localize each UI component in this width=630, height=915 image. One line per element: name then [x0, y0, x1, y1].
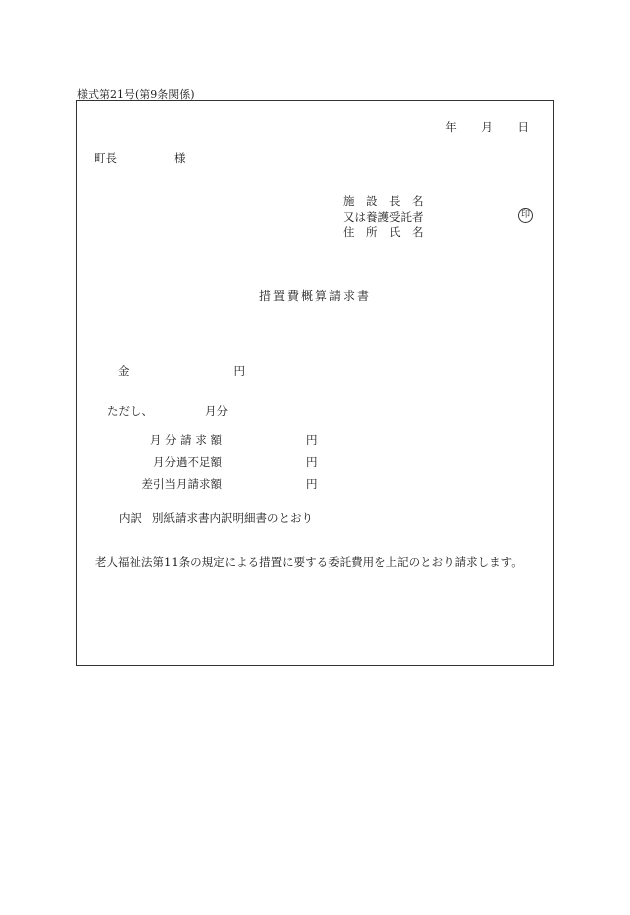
line-net-request	[77, 476, 377, 498]
applicant-line-1: 施 設 長 名	[343, 194, 424, 208]
amount-breakdown-lines	[77, 432, 377, 498]
document-title: 措置費概算請求書	[258, 289, 371, 303]
recipient-honorific: 様	[174, 151, 186, 165]
seal-mark: 印	[518, 208, 533, 223]
applicant-line-2: 又は養護受託者	[343, 209, 424, 224]
breakdown-detail: 別紙請求書内訳明細書のとおり	[152, 511, 313, 525]
however-line	[107, 403, 228, 419]
date-month: 月	[481, 120, 493, 134]
amount-label: 金	[118, 364, 130, 378]
request-form-frame	[76, 100, 554, 666]
request-statement: 老人福祉法第11条の規定による措置に要する委託費用を上記のとおり請求します。	[95, 555, 523, 569]
line-label: 差引当月請求額	[141, 477, 222, 491]
date-year: 年	[445, 120, 457, 134]
date-line	[424, 119, 529, 135]
amount-line	[118, 363, 245, 379]
line-label: 月分過不足額	[153, 455, 222, 469]
line-unit: 円	[306, 455, 318, 469]
applicant-line-3: 住 所 氏 名	[343, 225, 424, 239]
breakdown-label: 内訳	[119, 511, 142, 525]
form-number: 様式第21号(第9条関係)	[77, 88, 195, 101]
recipient	[94, 150, 186, 166]
date-day: 日	[517, 120, 529, 134]
amount-unit: 円	[233, 364, 245, 378]
however-month: 月分	[205, 404, 228, 418]
line-label: 月 分 請 求 額	[149, 433, 222, 447]
line-unit: 円	[306, 433, 318, 447]
applicant-block	[343, 194, 424, 241]
line-monthly-request	[77, 432, 377, 454]
line-unit: 円	[306, 477, 318, 491]
line-monthly-difference	[77, 454, 377, 476]
recipient-title: 町長	[94, 151, 117, 165]
however-label: ただし、	[107, 404, 153, 418]
breakdown-line	[119, 510, 313, 526]
